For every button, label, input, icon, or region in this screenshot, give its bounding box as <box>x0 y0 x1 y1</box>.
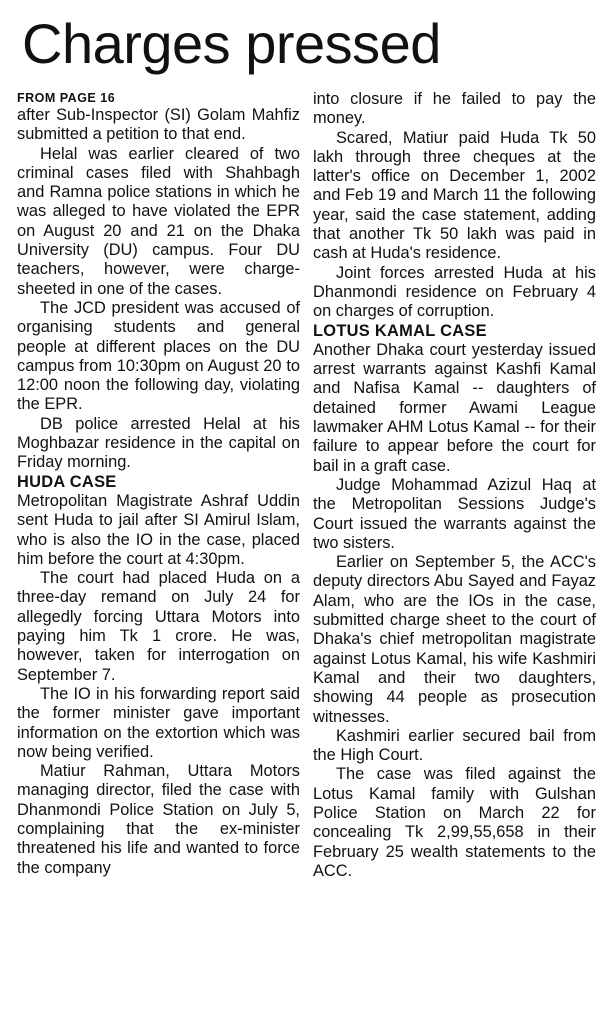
paragraph: Metropolitan Magistrate Ashraf Uddin sent Huda to jail after SI Amirul Islam, who is also the IO in the case, placed him before the court at 4:30pm. <box>17 491 300 568</box>
subheading-lotus-kamal-case: LOTUS KAMAL CASE <box>313 321 487 340</box>
article-column-right <box>313 90 596 881</box>
paragraph: Judge Mohammad Azizul Haq at the Metropolitan Sessions Judge's Court issued the warrants against the two sisters. <box>313 475 596 552</box>
paragraph: Kashmiri earlier secured bail from the High Court. <box>313 726 596 765</box>
paragraph: Another Dhaka court yesterday issued arrest warrants against Kashfi Kamal and Nafisa Kamal -- daughters of detained former Awami League lawmaker AHM Lotus Kamal -- for their failure to appear before the court for bail in a graft case. <box>313 340 596 475</box>
paragraph: Helal was earlier cleared of two criminal cases filed with Shahbagh and Ramna police stations in which he was alleged to have violated the EPR on August 20 and 21 on the Dhaka University (DU) campus. Four DU teachers, however, were charge-sheeted in one of the cases. <box>17 144 300 298</box>
from-page-label: FROM PAGE 16 <box>17 91 116 105</box>
article-column-left <box>17 90 300 878</box>
subheading-huda-case: HUDA CASE <box>17 472 117 491</box>
paragraph: Joint forces arrested Huda at his Dhanmondi residence on February 4 on charges of corruption. <box>313 263 596 321</box>
paragraph: Scared, Matiur paid Huda Tk 50 lakh through three cheques at the latter's office on December 1, 2002 and Feb 19 and March 11 the following year, said the case statement, adding that another Tk 50 lakh was paid in cash at Huda's residence. <box>313 128 596 263</box>
paragraph: into closure if he failed to pay the money. <box>313 90 596 128</box>
headline: Charges pressed <box>22 12 441 75</box>
paragraph: Matiur Rahman, Uttara Motors managing director, filed the case with Dhanmondi Police Station on July 5, complaining that the ex-minister threatened his life and wanted to force the company <box>17 762 300 877</box>
paragraph: The JCD president was accused of organising students and general people at different places on the DU campus from 10:30pm on August 20 to 12:00 noon the following day, violating the EPR. <box>17 298 300 414</box>
paragraph: Earlier on September 5, the ACC's deputy directors Abu Sayed and Fayaz Alam, who are the IOs in the case, submitted charge sheet to the court of Dhaka's chief metropolitan magistrate against Lotus Kamal, his wife Kashmiri Kamal and their two daughters, showing 44 people as prosecution witnesses. <box>313 553 596 726</box>
paragraph: after Sub-Inspector (SI) Golam Mahfiz submitted a petition to that end. <box>17 106 300 144</box>
paragraph: DB police arrested Helal at his Moghbazar residence in the capital on Friday morning. <box>17 414 300 472</box>
paragraph: The court had placed Huda on a three-day remand on July 24 for allegedly forcing Uttara Motors into paying him Tk 1 crore. He was, however, taken for interrogation on September 7. <box>17 569 300 684</box>
paragraph: The case was filed against the Lotus Kamal family with Gulshan Police Station on March 22 for concealing Tk 2,99,55,658 in their February 25 wealth statements to the ACC. <box>313 765 596 880</box>
paragraph: The IO in his forwarding report said the former minister gave important information on the extortion which was now being verified. <box>17 684 300 761</box>
